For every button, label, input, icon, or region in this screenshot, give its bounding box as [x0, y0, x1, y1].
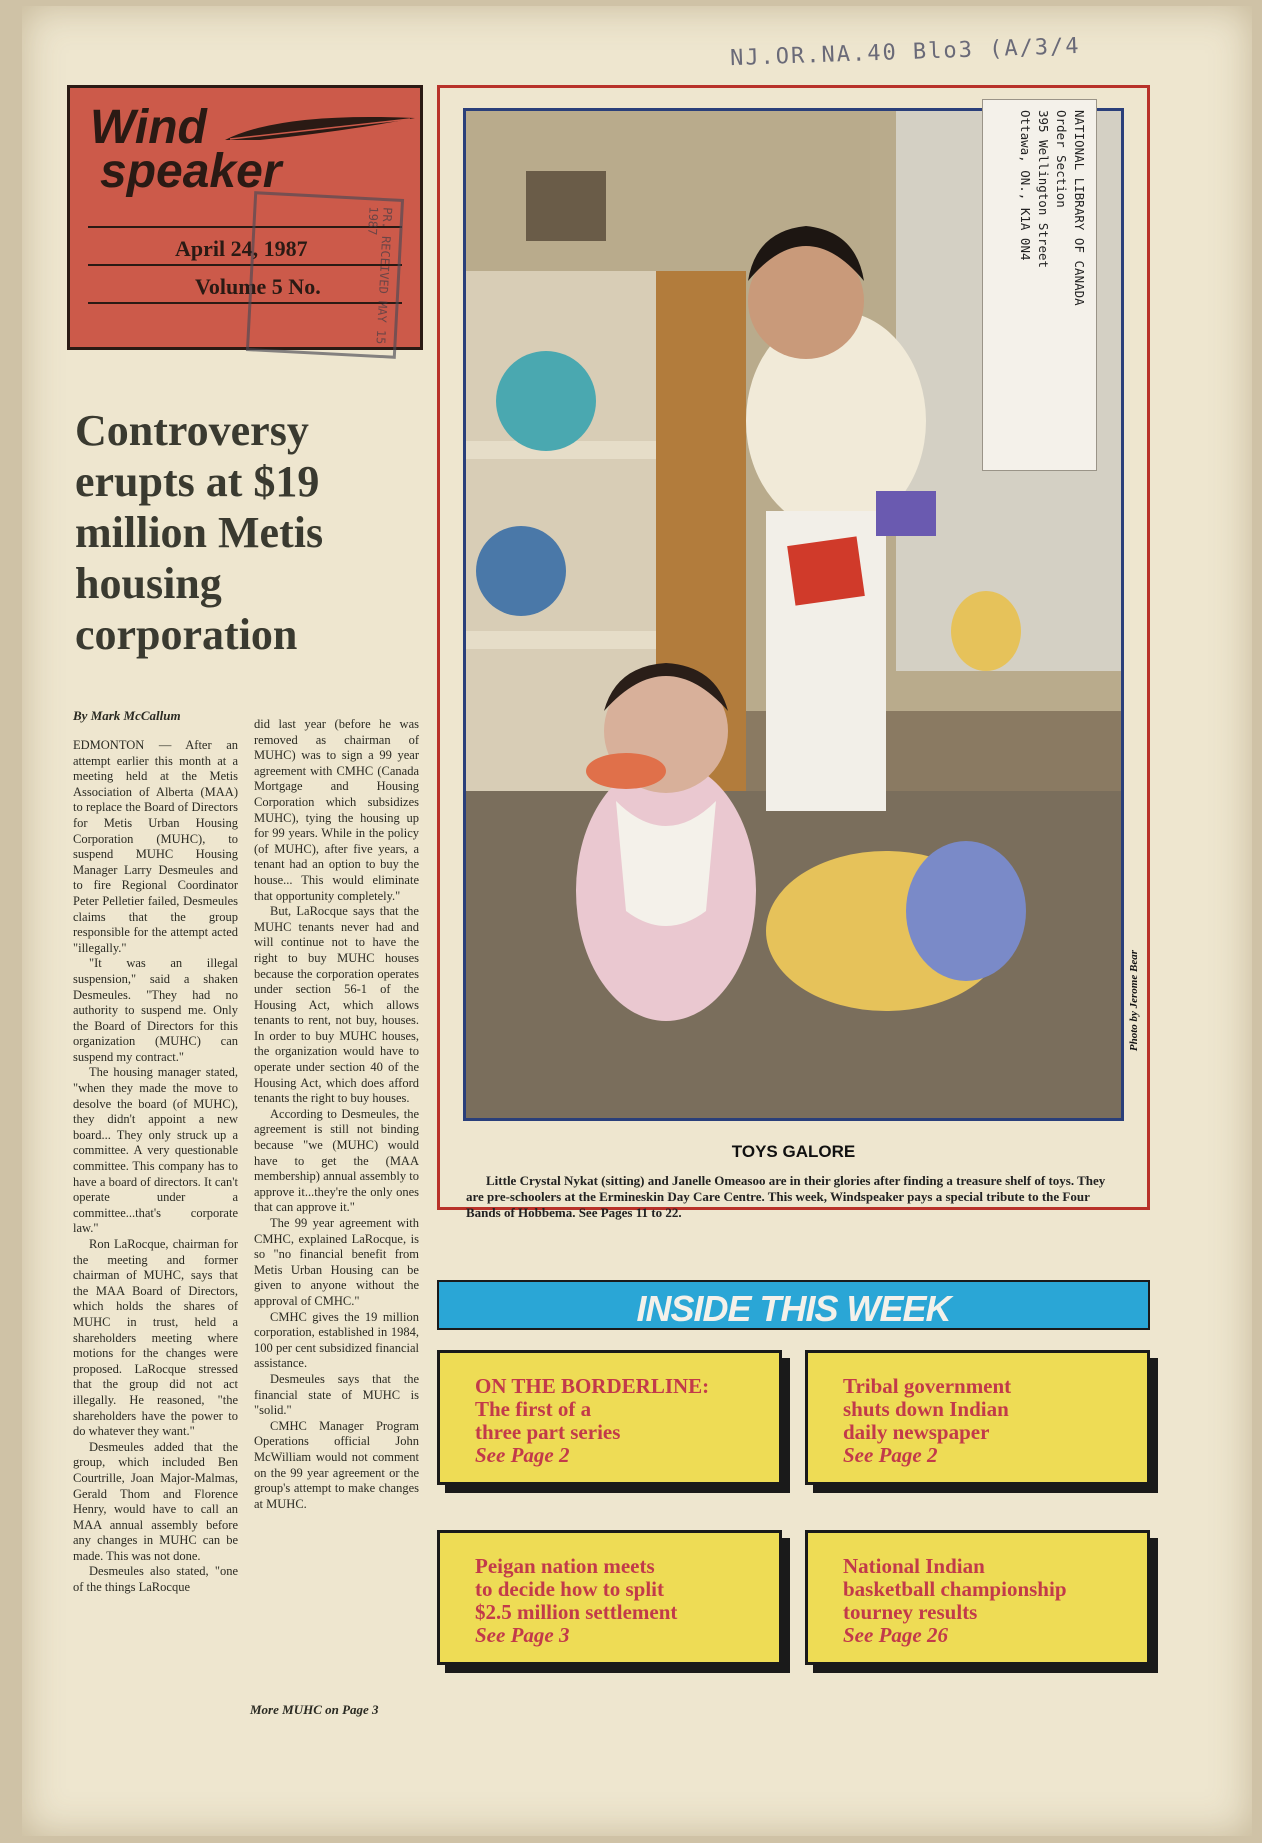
paragraph: The housing manager stated, "when they made the move to desolve the board (of MUHC), they didn't appoint a new board... They only struck up a committee. A very questionable committee. This company has to have a board of directors. It can't operate under a committee...that's corporate law."	[73, 1065, 238, 1236]
masthead-title-line2: speaker	[100, 145, 282, 198]
paragraph: But, LaRocque says that the MUHC tenants never had and will continue not to have the right to buy MUHC houses because the corporation operates under section 56-1 of the Housing Act, which allows tenants to rent, not buy, houses. In order to buy MUHC houses, the organization would have to operate under section 40 of the Housing Act, which does afford tenants the right to buy houses.	[254, 904, 419, 1106]
masthead-volume: Volume 5 No.	[195, 274, 321, 299]
inside-item-tribal-government[interactable]	[805, 1350, 1150, 1485]
inside-item-line: The first of a	[475, 1397, 592, 1421]
masthead-title-line1: Wind	[90, 101, 207, 154]
catalog-note: NJ.OR.NA.40 Blo3 (A/3/4	[729, 33, 1081, 72]
inside-item-see: See Page 2	[475, 1443, 570, 1467]
inside-item-see: See Page 3	[475, 1623, 570, 1647]
inside-item-line: Tribal government	[843, 1374, 1012, 1398]
masthead-date: April 24, 1987	[175, 236, 308, 261]
paragraph: Desmeules says that the financial state of MUHC is "solid."	[254, 1371, 419, 1418]
photo-credit: Photo by Jerome Bear	[1128, 950, 1140, 1052]
inside-item-line: shuts down Indian	[843, 1397, 1009, 1421]
inside-item-see: See Page 2	[843, 1443, 938, 1467]
paragraph: CMHC Manager Program Operations official John McWilliam would not comment on the 99 year agreement or the group's attempt to make changes at MUHC.	[254, 1418, 419, 1511]
feather-icon	[220, 110, 420, 150]
inside-item-line: daily newspaper	[843, 1420, 990, 1444]
label-line: 395 Wellington Street	[1036, 110, 1051, 269]
paragraph: Ron LaRocque, chairman for the meeting and former chairman of MUHC, says that the MAA Board of Directors, which holds the shares of MUHC in trust, held a shareholders meeting where motions for the changes were proposed. LaRocque stressed that the group did not act illegally. He reasoned, "the shareholders have the power to do whatever they want."	[73, 1237, 238, 1439]
paragraph: CMHC gives the 19 million corporation, established in 1984, 100 per cent subsidized financial assistance.	[254, 1309, 419, 1371]
library-address-label	[982, 99, 1097, 471]
inside-item-see: See Page 26	[843, 1623, 948, 1647]
paragraph: According to Desmeules, the agreement is still not binding because "we (MUHC) would have to get the (MAA membership) annual assembly to approve it...they're the only ones that can approve it."	[254, 1106, 419, 1215]
label-line: NATIONAL LIBRARY OF CANADA	[1072, 110, 1087, 306]
inside-item-line: tourney results	[843, 1600, 978, 1624]
label-line: Ottawa, ON., K1A 0N4	[1018, 110, 1033, 261]
headline: Controversy erupts at $19 million Metis housing corporation	[75, 406, 324, 659]
inside-this-week-banner	[437, 1280, 1150, 1330]
paragraph: did last year (before he was removed as chairman of MUHC) was to sign a 99 year agreement with CMHC (Canada Mortgage and Housing Corporation which subsidizes MUHC), tying the housing up for 99 years. While in the policy (of MUHC), after five years, a tenant had an option to buy the house... This would eliminate that opportunity completely."	[254, 717, 419, 903]
inside-item-line: National Indian	[843, 1554, 985, 1578]
byline: By Mark McCallum	[73, 708, 181, 723]
inside-item-peigan-nation[interactable]	[437, 1530, 782, 1665]
continued-jump: More MUHC on Page 3	[250, 1702, 379, 1717]
caption-text: Little Crystal Nykat (sitting) and Janelle Omeasoo are in their glories after finding a treasure shelf of toys. They are pre-schoolers at the Ermineskin Day Care Centre. This week, Windspeaker pays a special tribute to the Four Bands of Hobbema. See Pages 11 to 22.	[466, 1173, 1106, 1220]
label-line: Order Section	[1054, 110, 1069, 208]
paragraph: Desmeules added that the group, which included Ben Courtrille, Joan Major-Malmas, Gerald Thom and Florence Henry, would have to call an MAA annual assembly before any changes in MUHC can be made. This was not done.	[73, 1439, 238, 1563]
paragraph: "It was an illegal suspension," said a shaken Desmeules. "They had no authority to suspend me. Only the Board of Directors for this organization (MUHC) can suspend my contract."	[73, 956, 238, 1064]
inside-item-borderline[interactable]	[437, 1350, 782, 1485]
inside-item-line: ON THE BORDERLINE:	[475, 1374, 710, 1398]
inside-item-line: three part series	[475, 1420, 621, 1444]
inside-item-line: basketball championship	[843, 1577, 1067, 1601]
inside-item-line: Peigan nation meets	[475, 1554, 655, 1578]
paragraph: Desmeules also stated, "one of the things LaRocque	[73, 1564, 238, 1595]
article-column-2	[254, 717, 419, 1512]
received-stamp: PR. RECEIVED MAY 15 1987	[246, 191, 404, 359]
article-column-1	[73, 738, 238, 1596]
caption-title: TOYS GALORE	[731, 1142, 856, 1161]
paragraph: EDMONTON — After an attempt earlier this month at a meeting held at the Metis Association of Alberta (MAA) to replace the Board of Directors for Metis Urban Housing Corporation (MUHC), to suspend MUHC Housing Manager Larry Desmeules and to fire Regional Coordinator Peter Pelletier failed, Desmeules claims that the group responsible for the attempt acted "illegally."	[73, 738, 238, 955]
inside-item-basketball[interactable]	[805, 1530, 1150, 1665]
inside-item-line: $2.5 million settlement	[475, 1600, 678, 1624]
inside-heading: INSIDE THIS WEEK	[636, 1288, 951, 1329]
inside-item-line: to decide how to split	[475, 1577, 664, 1601]
paragraph: The 99 year agreement with CMHC, explained LaRocque, is so "no financial benefit from Metis Urban Housing can be given to anyone without the approval of CMHC."	[254, 1216, 419, 1308]
